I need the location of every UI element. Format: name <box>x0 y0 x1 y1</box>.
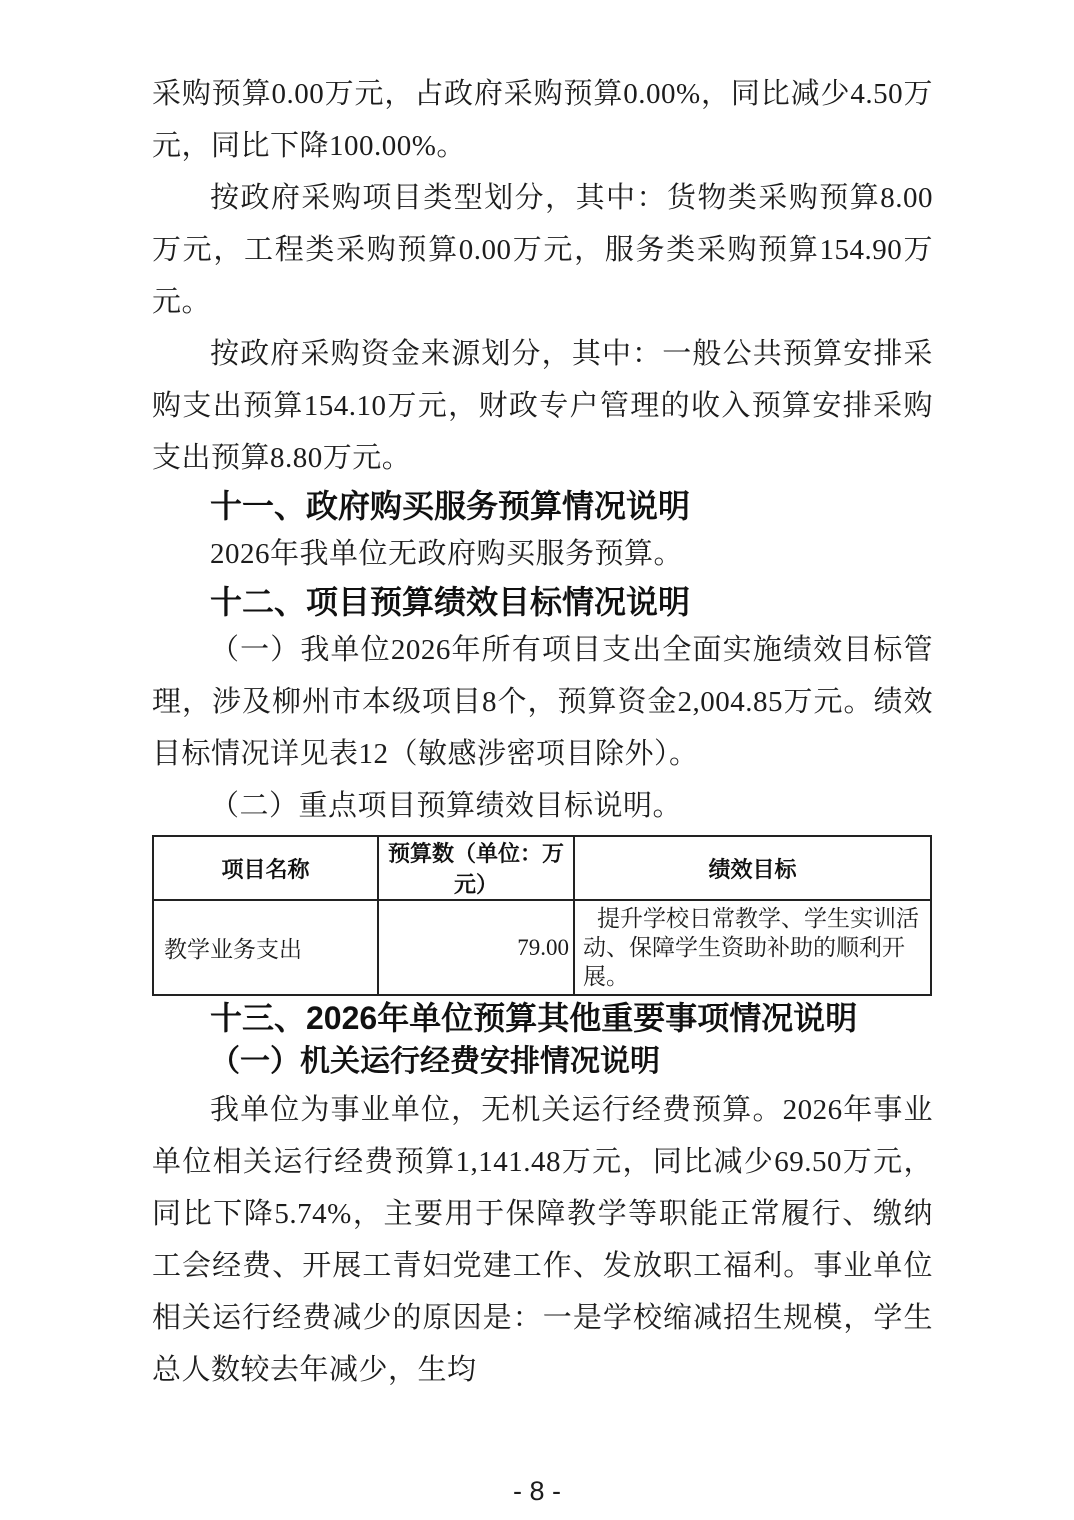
heading-section-12: 十二、项目预算绩效目标情况说明 <box>210 584 691 620</box>
performance-table-row <box>153 900 931 995</box>
heading-section-13: 十三、2026年单位预算其他重要事项情况说明 <box>210 1000 858 1036</box>
paragraph-section-12-item-2: （二）重点项目预算绩效目标说明。 <box>210 790 683 822</box>
heading-section-13-sub-1: （一）机关运行经费安排情况说明 <box>210 1045 660 1078</box>
performance-table-header-target: 绩效目标 <box>574 836 931 900</box>
paragraph-procurement-by-type: 按政府采购项目类型划分，其中：货物类采购预算8.00万元，工程类采购预算0.00万元，服务类采购预算154.90万元。 <box>152 182 933 318</box>
cell-performance-target: 提升学校日常教学、学生实训活动、保障学生资助补助的顺利开展。 <box>574 900 931 995</box>
paragraph-procurement-by-source: 按政府采购资金来源划分，其中：一般公共预算安排采购支出预算154.10万元，财政专户管理的收入预算安排采购支出预算8.80万元。 <box>152 338 933 474</box>
paragraph-section-11-body: 2026年我单位无政府购买服务预算。 <box>210 538 684 570</box>
performance-target-table <box>152 835 932 996</box>
page-number: - 8 - <box>512 1476 561 1506</box>
performance-table-header-row <box>153 836 931 900</box>
paragraph-procurement-summary: 采购预算0.00万元，占政府采购预算0.00%，同比减少4.50万元，同比下降100.00%。 <box>152 78 933 162</box>
performance-table-header-project-name: 项目名称 <box>153 836 378 900</box>
paragraph-section-13-body: 我单位为事业单位，无机关运行经费预算。2026年事业单位相关运行经费预算1,141.48万元，同比减少69.50万元，同比下降5.74%，主要用于保障教学等职能正常履行、缴纳工会经费、开展工青妇党建工作、发放职工福利。事业单位相关运行经费减少的原因是：一是学校缩减招生规模，学生总人数较去年减少，生均 <box>152 1094 933 1386</box>
cell-project-name: 教学业务支出 <box>153 900 378 995</box>
performance-table-header-budget: 预算数（单位：万元） <box>378 836 574 900</box>
cell-budget-amount: 79.00 <box>378 900 574 995</box>
paragraph-section-12-item-1: （一）我单位2026年所有项目支出全面实施绩效目标管理，涉及柳州市本级项目8个，预算资金2,004.85万元。绩效目标情况详见表12（敏感涉密项目除外）。 <box>152 634 933 770</box>
heading-section-11: 十一、政府购买服务预算情况说明 <box>210 488 691 524</box>
